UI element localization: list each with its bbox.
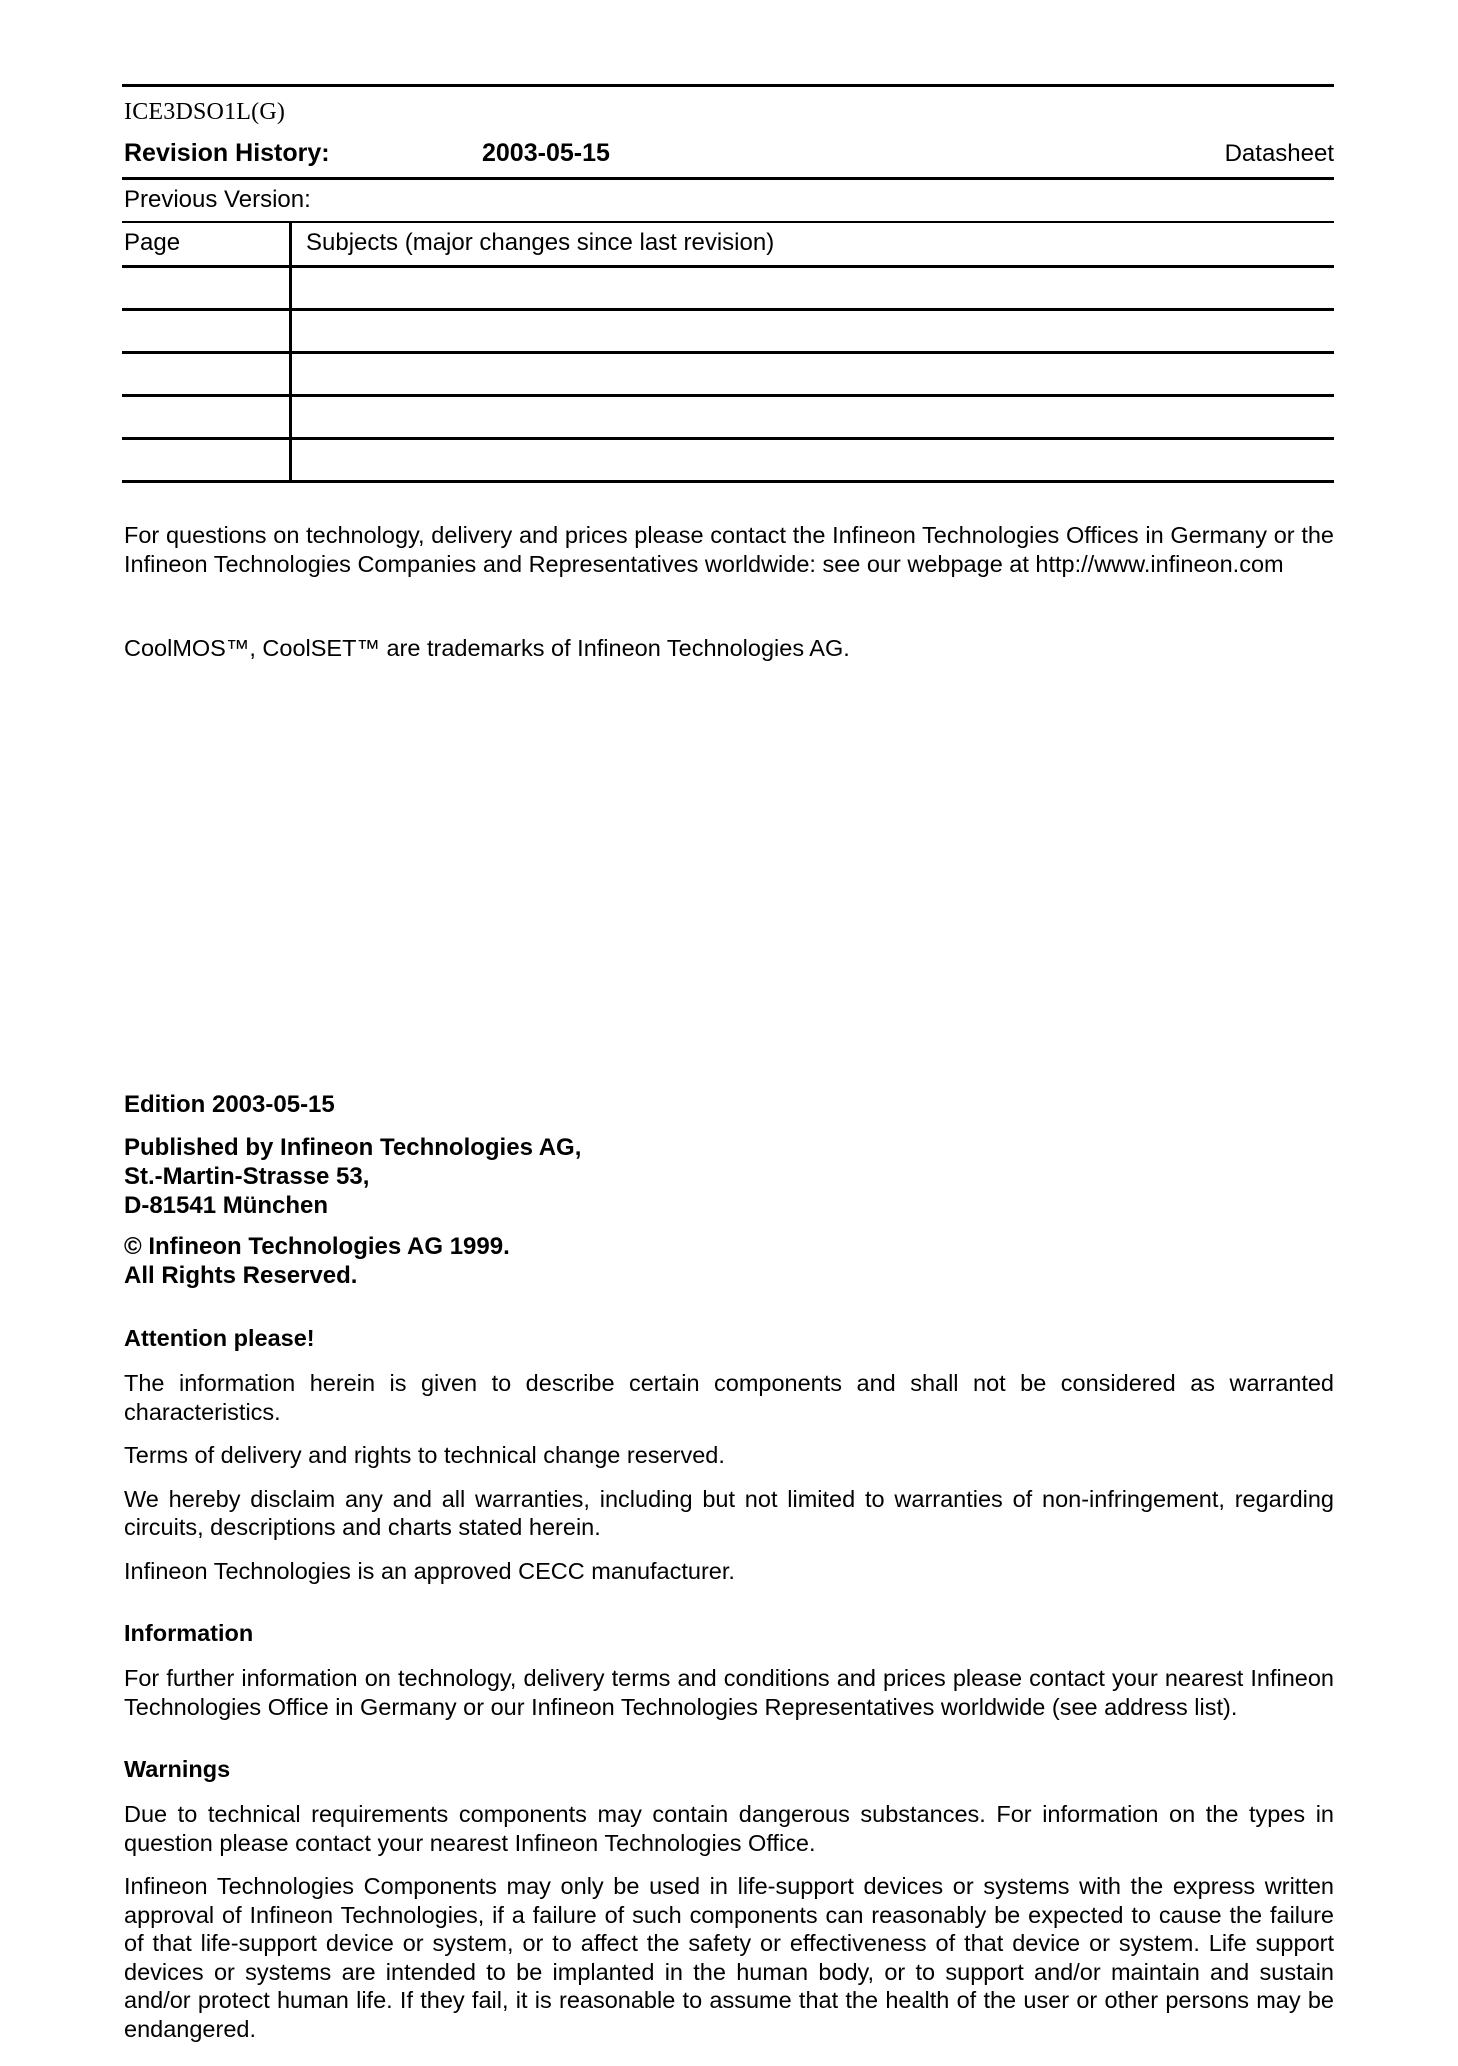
section-paragraph: Infineon Technologies Components may only be used in life-support devices or systems with the express written approval of Infineon Technologies, if a failure of such components can reasonably be expected to cause the failure of that life-support device or system, or to affect the safety or effectiveness of that device or system. Life support devices or systems are intended to be implanted in the human body, or to support and/or maintain and sustain and/or protect human life. If they fail, it is reasonable to assume that the health of the user or other persons may be endangered. <box>124 1873 1334 2042</box>
section-paragraph: Terms of delivery and rights to technical change reserved. <box>124 1442 725 1468</box>
column-header-page: Page <box>122 223 291 267</box>
table-row <box>122 396 1334 439</box>
table-row <box>122 267 1334 310</box>
header-block <box>122 84 1334 663</box>
section-paragraph: Infineon Technologies is an approved CECC manufacturer. <box>124 1557 735 1584</box>
cell-subjects <box>291 310 1335 353</box>
cell-page <box>122 439 291 482</box>
revision-history-label: Revision History: <box>124 139 330 167</box>
document-kind: Datasheet <box>1224 140 1334 167</box>
section-paragraph: We hereby disclaim any and all warranties, including but not limited to warranties of non-infringement, regarding circuits, descriptions and charts stated herein. <box>124 1485 1334 1540</box>
cell-subjects <box>291 439 1335 482</box>
contact-paragraph: For questions on technology, delivery and prices please contact the Infineon Technologies Offices in Germany or the Infineon Technologies Companies and Representatives worldwide: see our webpage at http://www.infineon.com <box>124 522 1334 577</box>
trademark-line: CoolMOS™, CoolSET™ are trademarks of Infineon Technologies AG. <box>124 635 850 661</box>
revision-history-row <box>122 131 1334 177</box>
cell-subjects <box>291 353 1335 396</box>
revision-table <box>122 223 1334 483</box>
cell-page <box>122 353 291 396</box>
cell-page <box>122 396 291 439</box>
previous-version-label: Previous Version: <box>124 186 311 213</box>
imprint-block <box>122 1090 1334 2043</box>
section-heading-attention: Attention please! <box>124 1325 315 1351</box>
publisher-line-1: Published by Infineon Technologies AG, <box>124 1134 582 1161</box>
rights-reserved-line: All Rights Reserved. <box>124 1262 358 1289</box>
contact-block <box>122 521 1334 578</box>
section-heading-information: Information <box>124 1620 254 1646</box>
section-heading-warnings: Warnings <box>124 1756 231 1782</box>
publisher-line-2: St.-Martin-Strasse 53, <box>124 1163 370 1190</box>
section-paragraph: Due to technical requirements components may contain dangerous substances. For information on the types in question please contact your nearest Infineon Technologies Office. <box>124 1801 1334 1856</box>
copyright-line: © Infineon Technologies AG 1999. <box>124 1233 510 1260</box>
section-paragraph: The information herein is given to describe certain components and shall not be considered as warranted characteristics. <box>124 1370 1334 1425</box>
section-paragraph: For further information on technology, delivery terms and conditions and prices please contact your nearest Infineon Technologies Office in Germany or our Infineon Technologies Representatives worldwide (see address list). <box>124 1665 1334 1720</box>
cell-subjects <box>291 267 1335 310</box>
edition-line: Edition 2003-05-15 <box>124 1091 335 1118</box>
cell-page <box>122 310 291 353</box>
table-row <box>122 353 1334 396</box>
cell-page <box>122 267 291 310</box>
table-row <box>122 310 1334 353</box>
cell-subjects <box>291 396 1335 439</box>
revision-table-header-row <box>122 223 1334 267</box>
datasheet-page <box>122 0 1334 2066</box>
revision-date: 2003-05-15 <box>482 139 610 167</box>
column-header-subjects: Subjects (major changes since last revision) <box>291 223 1335 267</box>
document-id: ICE3DSO1L(G) <box>124 99 286 125</box>
table-row <box>122 439 1334 482</box>
publisher-line-3: D-81541 München <box>124 1192 329 1219</box>
